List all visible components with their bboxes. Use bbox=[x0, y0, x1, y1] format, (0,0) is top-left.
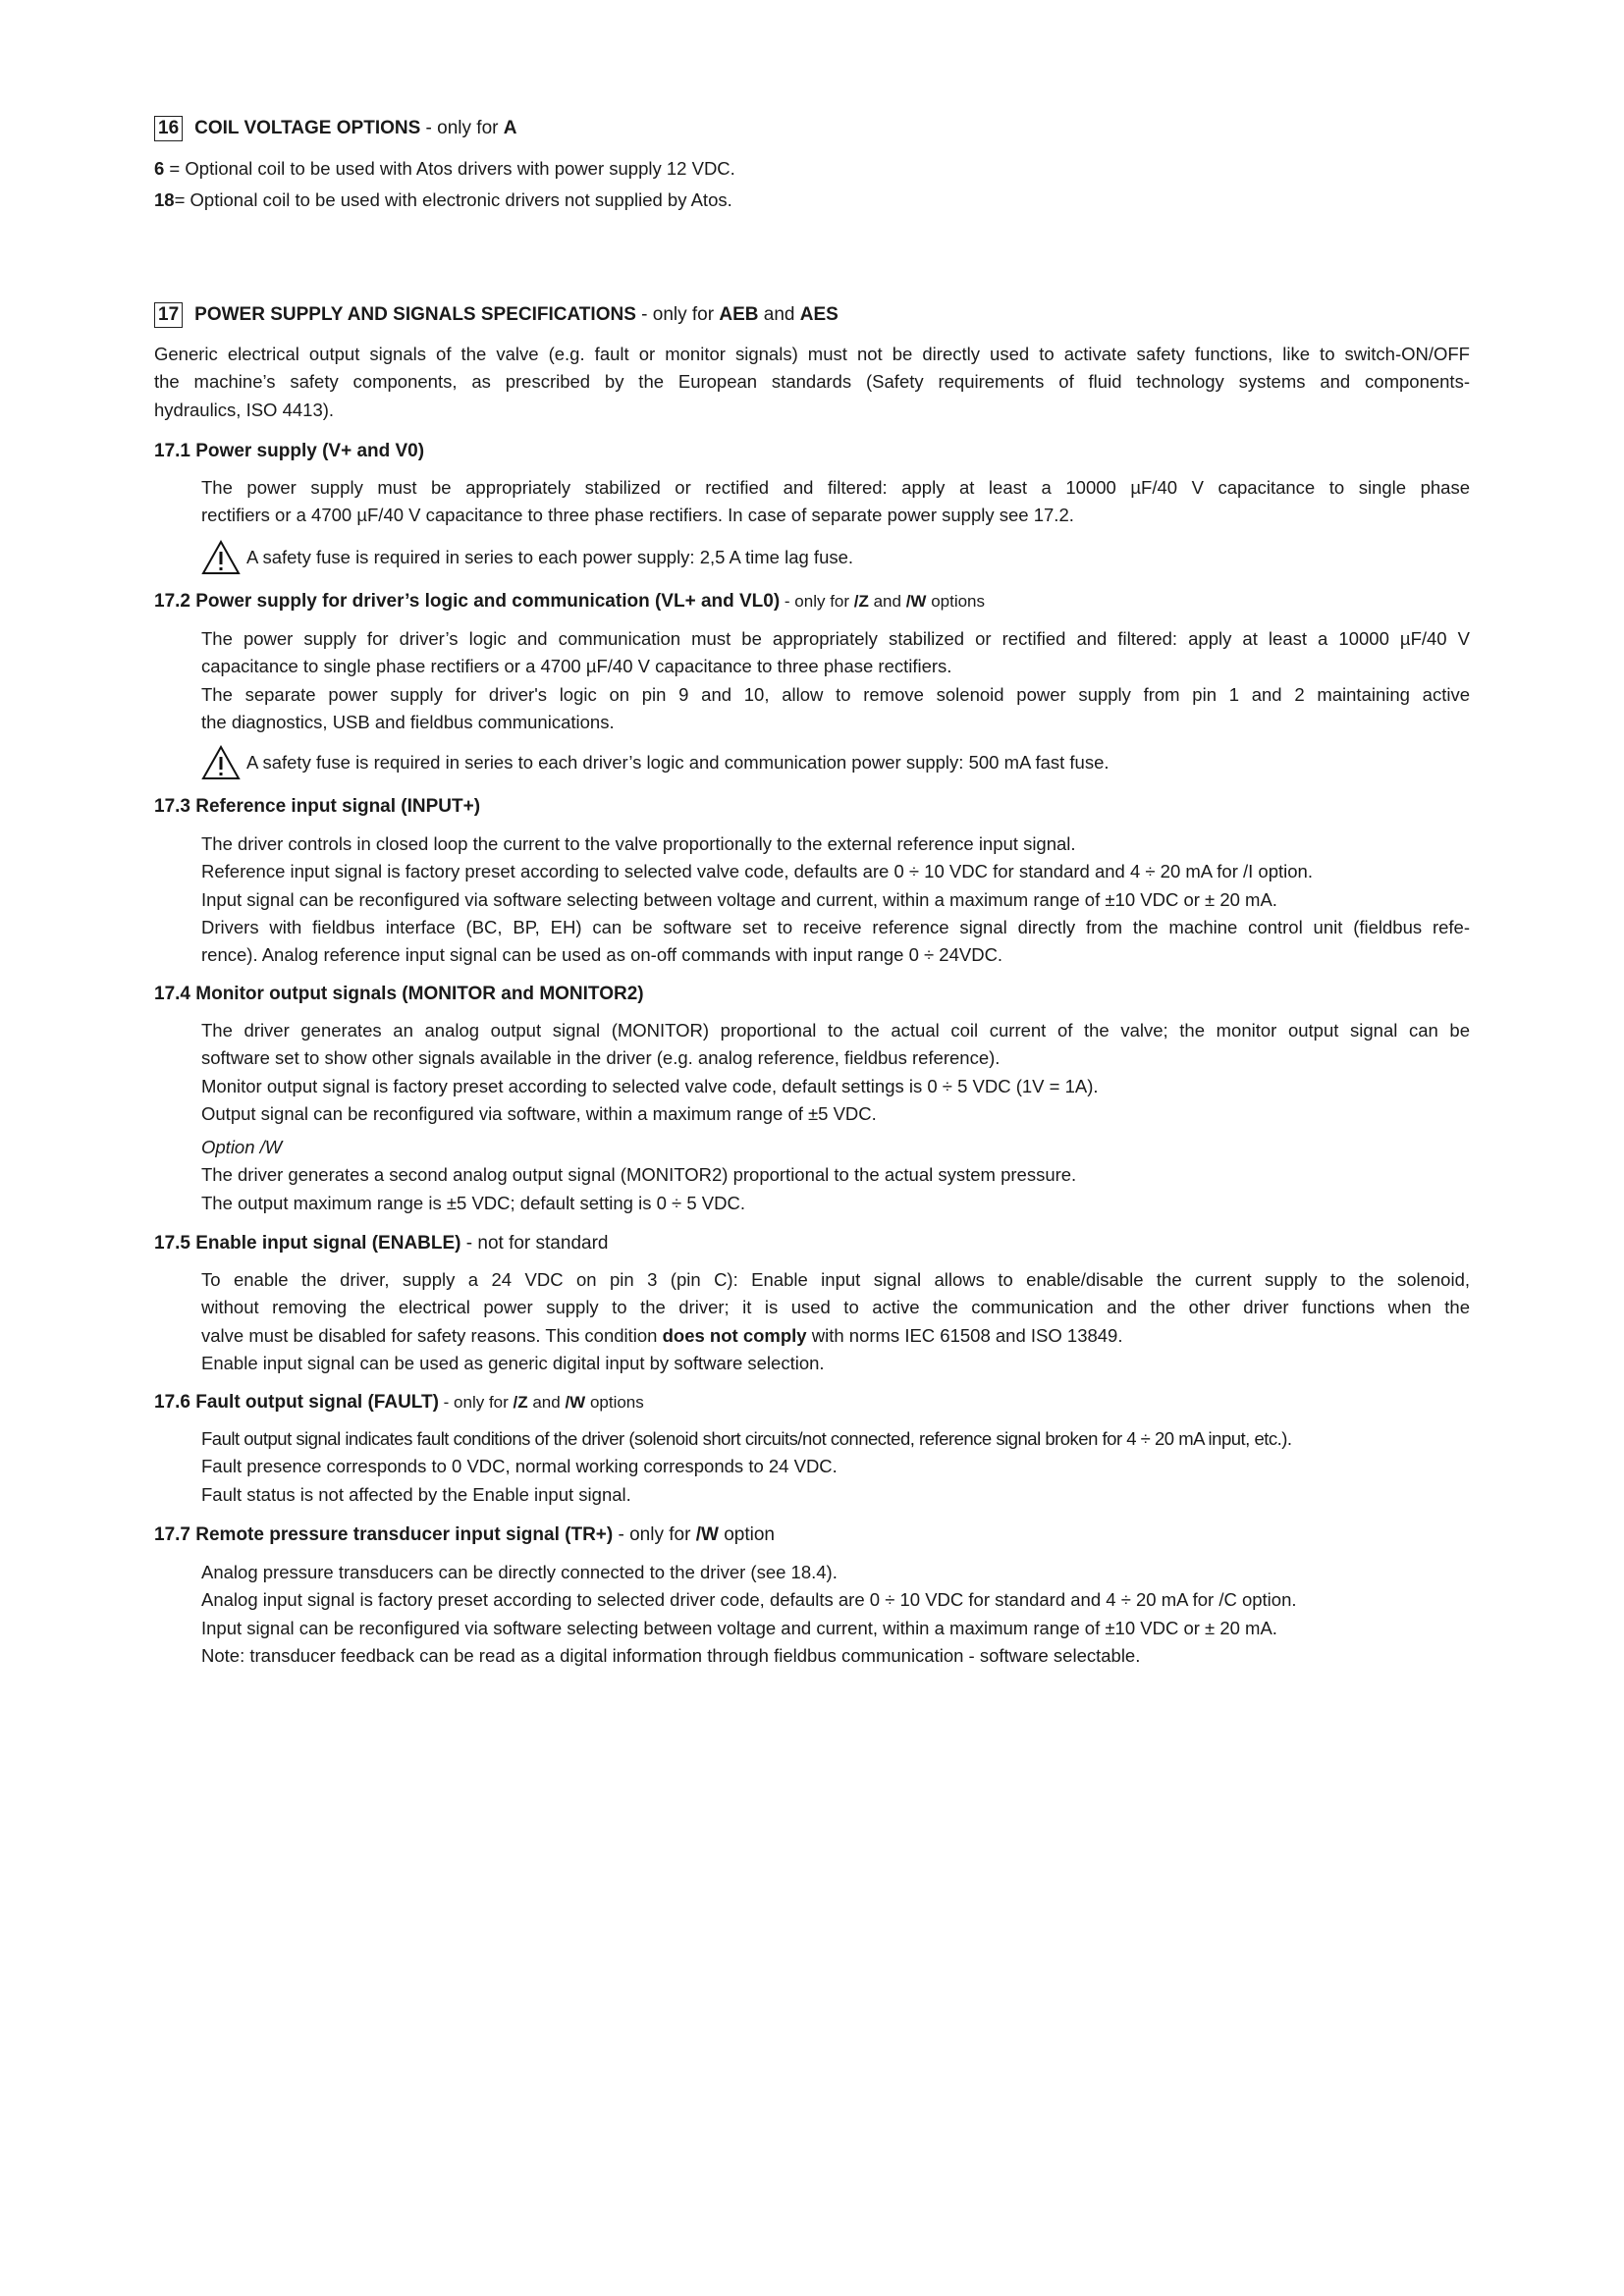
option-code: 18 bbox=[154, 189, 175, 210]
section-title: POWER SUPPLY AND SIGNALS SPECIFICATIONS bbox=[194, 304, 636, 325]
body-line: The power supply for driver’s logic and communication must be appropriately stabilized or rectified and filtered: apply at least a 10000 µF/40 V bbox=[201, 628, 1470, 649]
warning-note bbox=[201, 745, 1110, 780]
section-title: COIL VOLTAGE OPTIONS bbox=[194, 118, 421, 138]
option-label: Option /W bbox=[201, 1137, 283, 1158]
body-line: software set to show other signals available in the driver (e.g. analog reference, fieldbus reference). bbox=[201, 1047, 1001, 1069]
subsection-17-3-heading bbox=[154, 796, 480, 818]
heading-bold: /Z bbox=[513, 1393, 528, 1412]
body-line: Fault status is not affected by the Enable input signal. bbox=[201, 1483, 631, 1505]
subsection-17-1-heading bbox=[154, 441, 424, 462]
body-line: The driver controls in closed loop the current to the valve proportionally to the external reference input signal. bbox=[201, 833, 1076, 854]
body-line: The power supply must be appropriately stabilized or rectified and filtered: apply at least a 10000 µF/40 V capacitance to single phase bbox=[201, 477, 1470, 498]
subsection-17-1-body bbox=[201, 474, 1470, 530]
subsection-title: 17.4 Monitor output signals (MONITOR and MONITOR2) bbox=[154, 984, 644, 1004]
heading-and: and bbox=[527, 1393, 566, 1412]
heading-suffix: - only for bbox=[420, 118, 504, 138]
coil-option-6 bbox=[154, 155, 1423, 183]
equals: = bbox=[174, 189, 190, 210]
option-text: Optional coil to be used with Atos drivers with power supply 12 VDC. bbox=[185, 158, 735, 179]
emphasis: does not comply bbox=[662, 1324, 807, 1346]
subsection-title: 17.7 Remote pressure transducer input signal (TR+) bbox=[154, 1524, 614, 1545]
heading-end: options bbox=[926, 592, 986, 611]
body-line: Fault output signal indicates fault conditions of the driver (solenoid short circuits/not connected, reference signal broken for 4 ÷ 20 mA input, etc.). bbox=[201, 1428, 1292, 1449]
subsection-17-4-heading bbox=[154, 984, 644, 1005]
body-line bbox=[201, 1322, 1470, 1350]
body-line: Monitor output signal is factory preset according to selected valve code, default settings is 0 ÷ 5 VDC (1V = 1A). bbox=[201, 1075, 1099, 1096]
equals: = bbox=[164, 158, 186, 179]
subsection-17-6-heading bbox=[154, 1392, 644, 1414]
warning-triangle-icon bbox=[201, 540, 241, 575]
body-line: The driver generates a second analog output signal (MONITOR2) proportional to the actual system pressure. bbox=[201, 1164, 1077, 1186]
subsection-17-2-body bbox=[201, 625, 1470, 736]
body-line: rectifiers or a 4700 µF/40 V capacitance to three phase rectifiers. In case of separate power supply see 17.2. bbox=[201, 505, 1074, 526]
subsection-title: 17.2 Power supply for driver’s logic and communication (VL+ and VL0) bbox=[154, 591, 781, 612]
coil-option-18 bbox=[154, 187, 1423, 214]
section-number: 16 bbox=[154, 116, 183, 141]
heading-bold: AES bbox=[799, 304, 839, 325]
subsection-title: 17.6 Fault output signal (FAULT) bbox=[154, 1392, 439, 1413]
warning-text: A safety fuse is required in series to each power supply: 2,5 A time lag fuse. bbox=[246, 547, 854, 567]
heading-end: options bbox=[585, 1393, 644, 1412]
section-number: 17 bbox=[154, 302, 183, 328]
heading-bold: /Z bbox=[853, 592, 869, 611]
body-line: The driver generates an analog output signal (MONITOR) proportional to the actual coil current of the valve; the monitor output signal can be bbox=[201, 1020, 1470, 1041]
heading-suffix: - not for standard bbox=[460, 1233, 609, 1254]
heading-suffix-bold: A bbox=[503, 118, 517, 138]
body-line: capacitance to single phase rectifiers or a 4700 µF/40 V capacitance to three phase rectifiers. bbox=[201, 656, 952, 677]
section-17-intro bbox=[154, 341, 1470, 424]
subsection-17-7-heading bbox=[154, 1524, 775, 1546]
heading-suffix: - only for bbox=[780, 592, 854, 611]
body-line: Output signal can be reconfigured via software, within a maximum range of ±5 VDC. bbox=[201, 1102, 877, 1124]
heading-bold: /W bbox=[905, 592, 927, 611]
warning-text: A safety fuse is required in series to each driver’s logic and communication power supply: 500 mA fast fuse. bbox=[246, 752, 1110, 773]
body-line: The output maximum range is ±5 VDC; default setting is 0 ÷ 5 VDC. bbox=[201, 1192, 745, 1213]
heading-suffix: - only for bbox=[438, 1393, 514, 1412]
subsection-17-5-body bbox=[201, 1266, 1470, 1377]
subsection-title: 17.3 Reference input signal (INPUT+) bbox=[154, 796, 481, 817]
option-code: 6 bbox=[154, 158, 165, 179]
text-segment: with norms IEC 61508 and ISO 13849. bbox=[806, 1324, 1123, 1346]
subsection-17-4-body bbox=[201, 1017, 1470, 1217]
intro-line: Generic electrical output signals of the valve (e.g. fault or monitor signals) must not be directly used to activate safety functions, like to switch-ON/OFF bbox=[154, 344, 1470, 364]
section-16-heading bbox=[154, 116, 516, 141]
heading-suffix: - only for bbox=[613, 1524, 696, 1545]
warning-note bbox=[201, 540, 853, 575]
body-line: The separate power supply for driver's logic on pin 9 and 10, allow to remove solenoid power supply from pin 1 and 2 maintaining active bbox=[201, 683, 1470, 705]
body-line: Analog input signal is factory preset according to selected driver code, defaults are 0 ÷ 10 VDC for standard and 4 ÷ 20 mA for /C option. bbox=[201, 1589, 1297, 1611]
option-text: Optional coil to be used with electronic drivers not supplied by Atos. bbox=[189, 189, 732, 210]
subsection-17-3-body bbox=[201, 830, 1470, 969]
intro-line: the machine’s safety components, as prescribed by the European standards (Safety requirements of fluid technology systems and components- bbox=[154, 371, 1470, 393]
section-17-heading bbox=[154, 302, 839, 328]
body-line: rence). Analog reference input signal can be used as on-off commands with input range 0 ÷ 24VDC. bbox=[201, 944, 1003, 966]
body-line: Note: transducer feedback can be read as a digital information through fieldbus communication - software selectable. bbox=[201, 1644, 1141, 1666]
text-segment: valve must be disabled for safety reasons. This condition bbox=[201, 1324, 663, 1346]
body-line: Reference input signal is factory preset according to selected valve code, defaults are 0 ÷ 10 VDC for standard and 4 ÷ 20 mA for /I option. bbox=[201, 861, 1313, 882]
heading-suffix: - only for bbox=[635, 304, 720, 325]
heading-bold: AEB bbox=[719, 304, 759, 325]
subsection-17-6-body bbox=[201, 1425, 1470, 1509]
subsection-title: 17.5 Enable input signal (ENABLE) bbox=[154, 1233, 461, 1254]
subsection-17-2-heading bbox=[154, 591, 985, 613]
subsection-title: 17.1 Power supply (V+ and V0) bbox=[154, 441, 425, 461]
subsection-17-5-heading bbox=[154, 1233, 608, 1255]
body-line: Fault presence corresponds to 0 VDC, normal working corresponds to 24 VDC. bbox=[201, 1456, 838, 1477]
subsection-17-7-body bbox=[201, 1559, 1470, 1670]
body-line: Enable input signal can be used as generic digital input by software selection. bbox=[201, 1352, 825, 1373]
heading-and: and bbox=[868, 592, 906, 611]
body-line: without removing the electrical power supply to the driver; it is used to active the communication and the other driver functions when the bbox=[201, 1297, 1470, 1318]
heading-bold: /W bbox=[565, 1393, 586, 1412]
body-line: Analog pressure transducers can be directly connected to the driver (see 18.4). bbox=[201, 1562, 838, 1582]
warning-triangle-icon bbox=[201, 745, 241, 780]
body-line: To enable the driver, supply a 24 VDC on pin 3 (pin C): Enable input signal allows to enable/disable the current supply to the solenoid, bbox=[201, 1269, 1470, 1290]
body-line: Input signal can be reconfigured via software selecting between voltage and current, within a maximum range of ±10 VDC or ± 20 mA. bbox=[201, 888, 1277, 910]
heading-and: and bbox=[758, 304, 800, 325]
body-line: Drivers with fieldbus interface (BC, BP, EH) can be software set to receive reference signal directly from the machine control unit (fieldbus refe- bbox=[201, 916, 1470, 937]
body-line: the diagnostics, USB and fieldbus communications. bbox=[201, 711, 615, 732]
body-line: Input signal can be reconfigured via software selecting between voltage and current, within a maximum range of ±10 VDC or ± 20 mA. bbox=[201, 1617, 1277, 1638]
heading-end: option bbox=[718, 1524, 775, 1545]
heading-bold: /W bbox=[695, 1524, 719, 1545]
intro-line: hydraulics, ISO 4413). bbox=[154, 399, 335, 420]
